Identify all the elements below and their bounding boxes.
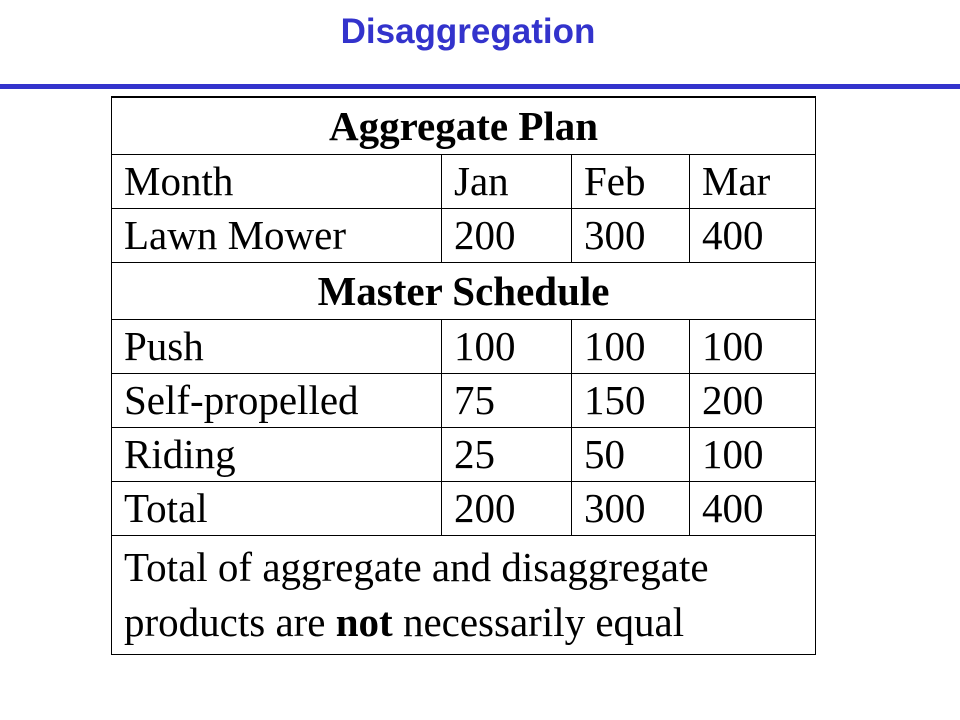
total-row bbox=[112, 482, 816, 536]
note-cell bbox=[112, 536, 816, 655]
table-cell: Push bbox=[112, 320, 442, 374]
table-cell: Total bbox=[112, 482, 442, 536]
table-row bbox=[112, 428, 816, 482]
header-cell: Feb bbox=[572, 155, 690, 209]
title-underline bbox=[0, 84, 960, 89]
aggregate-plan-heading: Aggregate Plan bbox=[112, 97, 816, 155]
note-text-end: necessarily equal bbox=[392, 599, 685, 645]
table-cell: Riding bbox=[112, 428, 442, 482]
table-row bbox=[112, 320, 816, 374]
note-emphasis: not bbox=[335, 599, 393, 645]
master-schedule-heading: Master Schedule bbox=[112, 263, 816, 320]
table-cell: 50 bbox=[572, 428, 690, 482]
table-cell: 100 bbox=[690, 428, 816, 482]
month-header-row bbox=[112, 155, 816, 209]
table-cell: Self-propelled bbox=[112, 374, 442, 428]
header-cell: Mar bbox=[690, 155, 816, 209]
header-cell: Month bbox=[112, 155, 442, 209]
table-cell: 400 bbox=[690, 482, 816, 536]
table-cell: 25 bbox=[442, 428, 572, 482]
table-cell: 75 bbox=[442, 374, 572, 428]
table-cell: 200 bbox=[442, 482, 572, 536]
table-cell: 300 bbox=[572, 209, 690, 263]
table-cell: 400 bbox=[690, 209, 816, 263]
slide-title: Disaggregation bbox=[340, 12, 596, 51]
table-cell: 200 bbox=[690, 374, 816, 428]
table-cell: 200 bbox=[442, 209, 572, 263]
table-cell: 100 bbox=[442, 320, 572, 374]
disaggregation-table bbox=[111, 96, 816, 655]
note-text: Total of aggregate and disaggregate products are bbox=[124, 544, 709, 645]
table-cell: 300 bbox=[572, 482, 690, 536]
aggregate-row bbox=[112, 209, 816, 263]
table-cell: 100 bbox=[690, 320, 816, 374]
table-cell: 150 bbox=[572, 374, 690, 428]
table-cell: 100 bbox=[572, 320, 690, 374]
header-cell: Jan bbox=[442, 155, 572, 209]
table-row bbox=[112, 374, 816, 428]
table-cell: Lawn Mower bbox=[112, 209, 442, 263]
